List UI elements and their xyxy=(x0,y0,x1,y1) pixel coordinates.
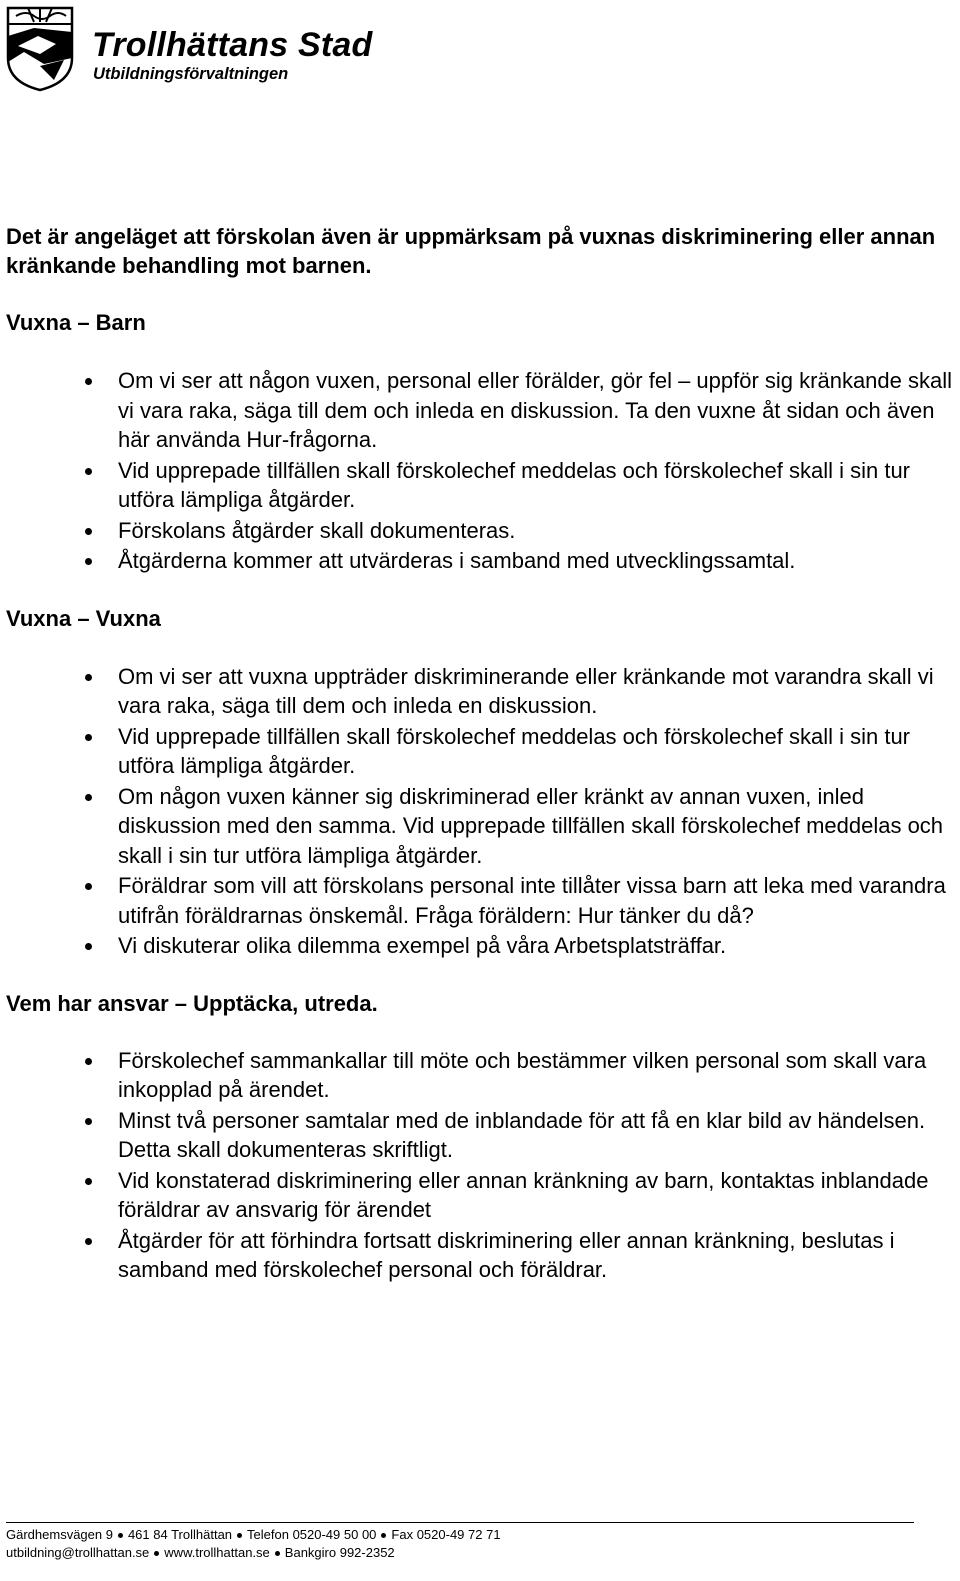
coat-of-arms-logo xyxy=(4,2,76,92)
footer-address: Gärdhemsvägen 9 xyxy=(6,1527,113,1542)
footer-divider xyxy=(6,1522,914,1523)
list-vuxna-vuxna xyxy=(6,662,952,961)
bullet-icon xyxy=(85,734,92,741)
footer-bankgiro: Bankgiro 992-2352 xyxy=(284,1545,395,1560)
bullet-icon xyxy=(85,674,92,681)
page-footer xyxy=(6,1522,916,1562)
list-item: Vid konstaterad diskriminering eller annan kränkning av barn, kontaktas inblandade föräldrar av ansvarig för ärendet xyxy=(6,1166,952,1225)
bullet-icon xyxy=(85,1118,92,1125)
list-item: Vid upprepade tillfällen skall förskolechef meddelas och förskolechef skall i sin tur utföra lämpliga åtgärder. xyxy=(6,722,952,781)
bullet-icon xyxy=(85,943,92,950)
bullet-icon xyxy=(85,883,92,890)
bullet-icon xyxy=(154,1551,159,1556)
list-item: Vid upprepade tillfällen skall förskolechef meddelas och förskolechef skall i sin tur utföra lämpliga åtgärder. xyxy=(6,456,952,515)
section-title-vuxna-vuxna: Vuxna – Vuxna xyxy=(6,605,161,631)
letterhead xyxy=(4,2,404,94)
bullet-icon xyxy=(237,1533,242,1538)
list-item: Vi diskuterar olika dilemma exempel på våra Arbetsplatsträffar. xyxy=(6,931,952,961)
list-item: Minst två personer samtalar med de inblandade för att få en klar bild av händelsen. Detta skall dokumenteras skriftligt. xyxy=(6,1106,952,1165)
list-item: Åtgärder för att förhindra fortsatt diskriminering eller annan kränkning, beslutas i samband med förskolechef personal och föräldrar. xyxy=(6,1226,952,1285)
footer-postal: 461 84 Trollhättan xyxy=(127,1527,233,1542)
bullet-icon xyxy=(118,1533,123,1538)
section-title-ansvar: Vem har ansvar – Upptäcka, utreda. xyxy=(6,990,378,1016)
bullet-icon xyxy=(85,378,92,385)
list-item: Förskolans åtgärder skall dokumenteras. xyxy=(6,516,952,546)
organization-name: Trollhättans Stad xyxy=(92,26,373,64)
intro-paragraph: Det är angeläget att förskolan även är uppmärksam på vuxnas diskriminering eller annan kränkande behandling mot barnen. xyxy=(6,224,936,278)
bullet-icon xyxy=(85,558,92,565)
bullet-icon xyxy=(85,1238,92,1245)
bullet-icon xyxy=(85,468,92,475)
footer-fax: Fax 0520-49 72 71 xyxy=(391,1527,501,1542)
bullet-icon xyxy=(85,794,92,801)
footer-email[interactable]: utbildning@trollhattan.se xyxy=(6,1545,150,1560)
department-name: Utbildningsförvaltningen xyxy=(93,65,289,83)
footer-contact-line xyxy=(6,1526,916,1544)
footer-web-line xyxy=(6,1544,916,1562)
footer-website[interactable]: www.trollhattan.se xyxy=(164,1545,270,1560)
section-title-vuxna-barn: Vuxna – Barn xyxy=(6,310,146,335)
list-item: Åtgärderna kommer att utvärderas i samband med utvecklingssamtal. xyxy=(6,546,952,576)
bullet-icon xyxy=(275,1551,280,1556)
list-item: Om vi ser att någon vuxen, personal eller förälder, gör fel – uppför sig kränkande skall vi vara raka, säga till dem och inleda en diskussion. Ta den vuxne åt sidan och även här använda Hur-frågorna. xyxy=(6,366,952,455)
bullet-icon xyxy=(85,528,92,535)
list-item: Föräldrar som vill att förskolans personal inte tillåter vissa barn att leka med varandra utifrån föräldrarnas önskemål. Fråga föräldern: Hur tänker du då? xyxy=(6,871,952,930)
bullet-icon xyxy=(85,1178,92,1185)
bullet-icon xyxy=(85,1058,92,1065)
footer-phone: Telefon 0520-49 50 00 xyxy=(247,1527,377,1542)
list-vuxna-barn xyxy=(6,366,952,576)
document-body xyxy=(6,222,952,1286)
list-item: Om vi ser att vuxna uppträder diskriminerande eller kränkande mot varandra skall vi vara raka, säga till dem och inleda en diskussion. xyxy=(6,662,952,721)
bullet-icon xyxy=(381,1533,386,1538)
list-ansvar xyxy=(6,1046,952,1285)
list-item: Förskolechef sammankallar till möte och bestämmer vilken personal som skall vara inkopplad på ärendet. xyxy=(6,1046,952,1105)
list-item: Om någon vuxen känner sig diskriminerad eller kränkt av annan vuxen, inled diskussion med den samma. Vid upprepade tillfällen skall förskolechef meddelas och skall i sin tur utföra lämpliga åtgärder. xyxy=(6,782,952,871)
